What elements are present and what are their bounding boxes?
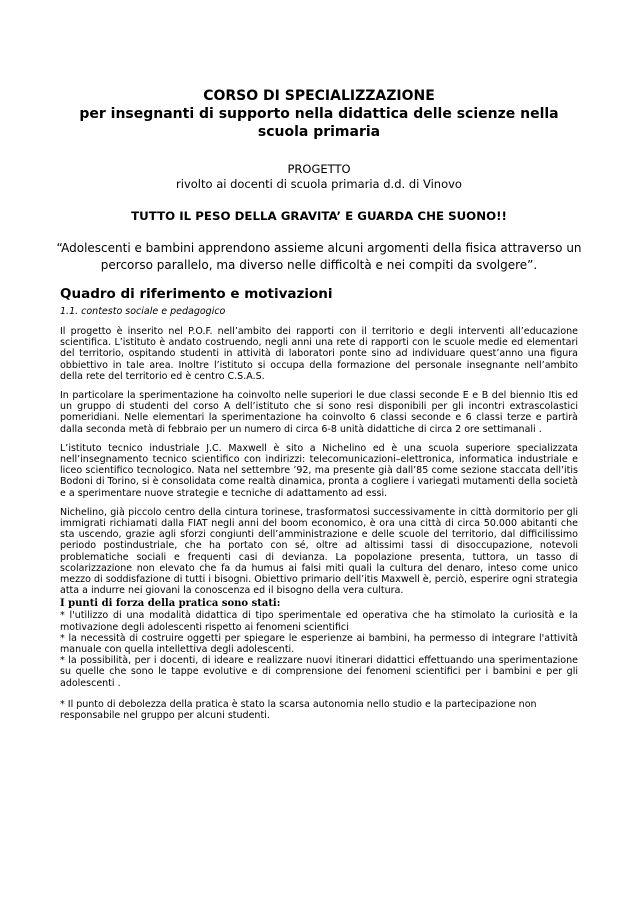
course-title: CORSO DI SPECIALIZZAZIONE	[203, 88, 435, 104]
strength-item: * l'utilizzo di una modalità didattica di tipo sperimentale ed operativa che ha stimolato la curiosità e la motivazione degli adolescenti rispetto ai fenomeni scientifici	[60, 610, 578, 633]
project-quote: “Adolescenti e bambini apprendono assieme alcuni argomenti della fisica attraverso un percorso parallelo, ma diverso nelle difficoltà e nei compiti da svolgere”.	[56, 241, 582, 272]
document-page	[56, 88, 582, 722]
paragraph: Il progetto è inserito nel P.O.F. nell’ambito dei rapporti con il territorio e degli interventi all’educazione scientifica. L’istituto è andato costruendo, negli anni una rete di rapporti con le scuole medie ed elementari del territorio, ospitando studenti in attività di laboratori ponte sino ad individuare quest’anno una figura obbiettivo in tale area. Inoltre l’istituto si occupa della formazione del personale insegnante nell’ambito della rete del territorio ed è centro C.S.A.S.	[60, 326, 578, 382]
strength-item: * la possibilità, per i docenti, di ideare e realizzare nuovi itinerari didattici effettuando una sperimentazione su quelle che sono le tappe evolutive e di comprensione dei fenomeni scientifici per i bambini e per gli adolescenti .	[60, 655, 578, 689]
project-label: PROGETTO	[287, 162, 351, 176]
project-motto: TUTTO IL PESO DELLA GRAVITA’ E GUARDA CHE SUONO!!	[131, 209, 507, 223]
paragraph: Nichelino, già piccolo centro della cintura torinese, trasformatosi successivamente in città dormitorio per gli immigrati richiamati dalla FIAT negli anni del boom economico, è ora una città di circa 50.000 abitanti che sta uscendo, grazie agli sforzi congiunti dell’amministrazione e delle scuole del territorio, dal difficilissimo periodo postindustriale, che ha portato con sé, oltre ad altissimi tassi di disoccupazione, notevoli problematiche sociali e frequenti casi di devianza. La popolazione presenta, tuttora, un tasso di scolarizzazione non elevato che fa da humus ai falsi miti quali la cultura del denaro, inteso come unico mezzo di soddisfazione di tutti i bisogni. Obiettivo primario dell’itis Maxwell è, perciò, esperire ogni strategia atta a indurre nei giovani la conoscenza ed il bisogno della vera cultura.	[60, 506, 578, 597]
project-block	[60, 162, 578, 192]
section-heading: Quadro di riferimento e motivazioni	[60, 286, 333, 302]
project-audience: rivolto ai docenti di scuola primaria d.d. di Vinovo	[176, 177, 462, 191]
weakness-item: * Il punto di debolezza della pratica è stato la scarsa autonomia nello studio e la partecipazione non responsabile nel gruppo per alcuni studenti.	[60, 698, 537, 722]
strength-item: * la necessità di costruire oggetti per spiegare le esperienze ai bambini, ha permesso di integrare l'attività manuale con quella intellettiva degli adolescenti.	[60, 632, 578, 656]
course-subtitle: per insegnanti di supporto nella didattica delle scienze nella scuola primaria	[79, 106, 559, 140]
strengths-heading: I punti di forza della pratica sono stati:	[60, 598, 281, 610]
paragraph: L’istituto tecnico industriale J.C. Maxwell è sito a Nichelino ed è una scuola superiore specializzata nell’insegnamento tecnico scientifico con indirizzi: telecomunicazioni–elettronica, informatica industriale e liceo scientifico tecnologico. Nata nel settembre ’92, ma presente già dall’85 come sezione staccata dell’itis Bodoni di Torino, si è consolidata come realtà dinamica, pronta a cogliere i variegati mutamenti della società e a sperimentare nuove strategie e tecniche di adattamento ad essi.	[60, 442, 578, 499]
section-subheading: 1.1. contesto sociale e pedagogico	[60, 306, 226, 317]
paragraph: In particolare la sperimentazione ha coinvolto nelle superiori le due classi seconde E e B del biennio Itis ed un gruppo di studenti del corso A dell’istituto che si sono resi disponibili per gli incontri extrascolastici pomeridiani. Nelle elementari la sperimentazione ha coinvolto 6 classi seconde e 6 classi terze e partirà dalla seconda metà di febbraio per un numero di circa 6-8 unità didattiche di circa 2 ore settimanali .	[60, 390, 578, 435]
